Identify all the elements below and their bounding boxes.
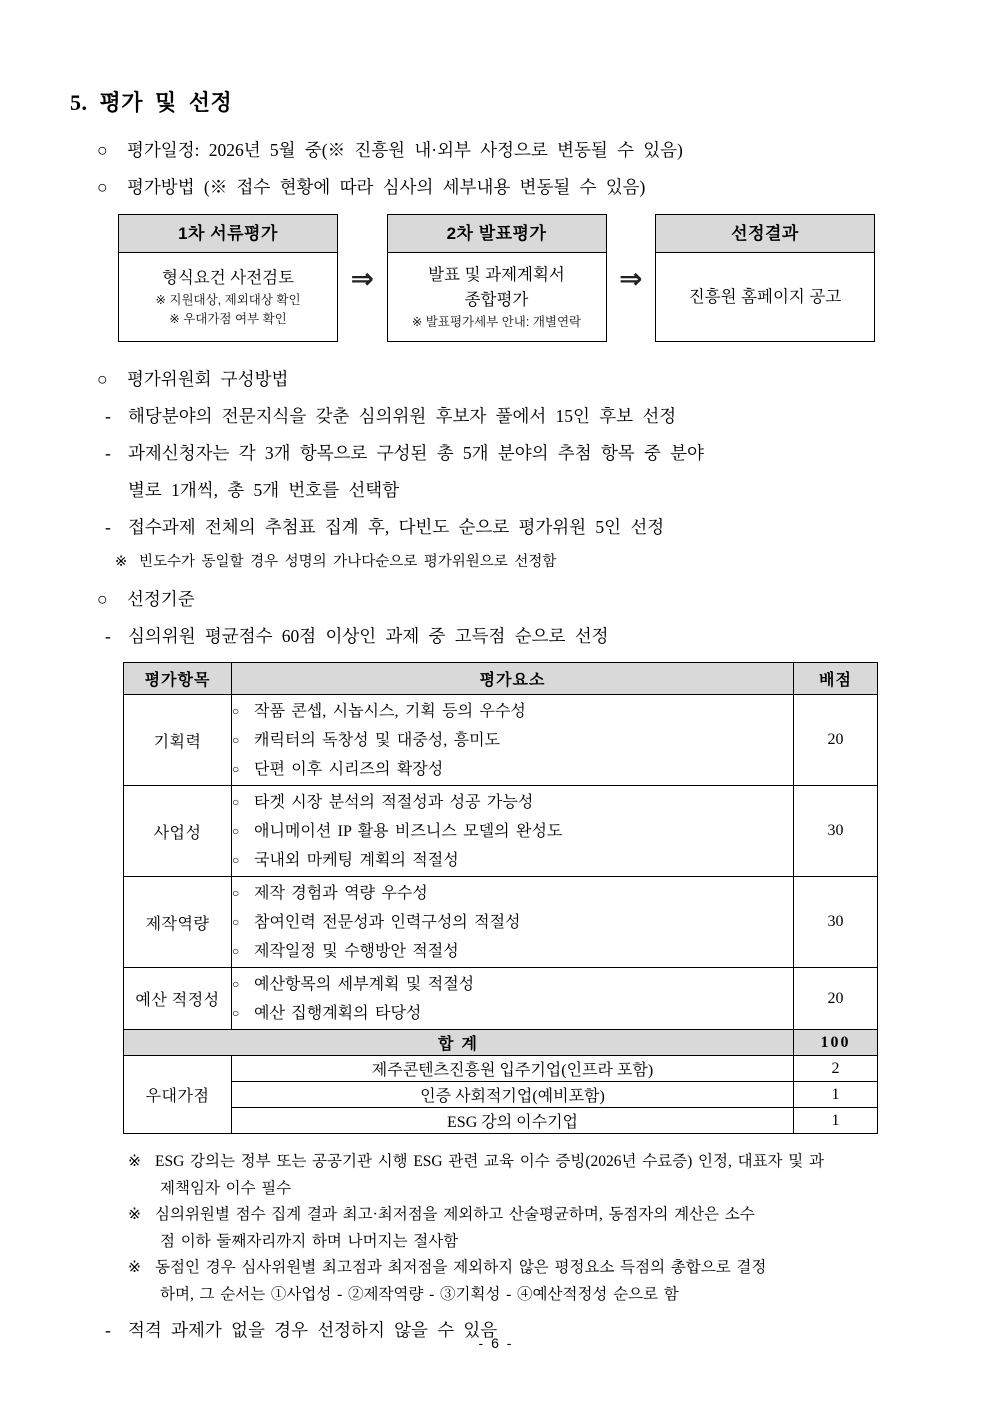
committee-subnote — [115, 551, 936, 573]
page-number: - 6 - — [478, 1335, 514, 1351]
bullet-schedule — [97, 137, 936, 163]
factor-item — [232, 999, 793, 1028]
factor-item — [232, 817, 793, 846]
dash-bullet-icon: - — [105, 1320, 111, 1340]
flow-box-header: 2차 발표평가 — [388, 215, 606, 253]
bullet-committee-text: 평가위원회 구성방법 — [127, 369, 289, 389]
factor-text: 작품 콘셉, 시놉시스, 기획 등의 우수성 — [254, 702, 526, 720]
factors-cell — [232, 968, 794, 1030]
committee-item-text: 과제신청자는 각 3개 항목으로 구성된 총 5개 분야의 추첨 항목 중 분야 — [128, 443, 704, 463]
footnote-text: ESG 강의는 정부 또는 공공기관 시행 ESG 관련 교육 이수 증빙(2026년 수료증) 인정, 대표자 및 과 — [155, 1153, 824, 1170]
footnote-text: 심의위원별 점수 집계 결과 최고·최저점을 제외하고 산술평균하며, 동점자의 계산은 소수 — [155, 1206, 755, 1223]
flow-box-line: 발표 및 과제계획서 — [428, 265, 565, 284]
factor-text: 예산 집행계획의 타당성 — [254, 1004, 422, 1022]
factor-text: 예산항목의 세부계획 및 적절성 — [254, 975, 475, 993]
flow-box-body — [656, 253, 874, 341]
flow-box-body — [119, 253, 337, 341]
item-bullet-icon: ○ — [232, 703, 240, 718]
factor-text: 참여인력 전문성과 인력구성의 적절성 — [254, 913, 521, 931]
table-row — [124, 786, 878, 877]
item-bullet-icon: ○ — [232, 885, 240, 900]
bullet-method-text: 평가방법 (※ 접수 현황에 따라 심사의 세부내용 변동될 수 있음) — [127, 177, 646, 197]
flow-box-document-review — [118, 214, 338, 342]
flow-box-header: 선정결과 — [656, 215, 874, 253]
column-header-points: 배점 — [794, 663, 878, 695]
bonus-score-cell: 2 — [794, 1056, 878, 1082]
bullet-schedule-text: 평가일정: 2026년 5월 중(※ 진흥원 내·외부 사정으로 변동될 수 있음) — [127, 140, 683, 160]
circle-bullet-icon: ○ — [97, 177, 108, 197]
factor-item — [232, 879, 793, 908]
bonus-label-cell: 인증 사회적기업(예비포함) — [232, 1082, 794, 1108]
table-row — [124, 877, 878, 968]
bonus-score-cell: 1 — [794, 1082, 878, 1108]
total-label-cell: 합 계 — [124, 1030, 794, 1056]
dash-bullet-icon: - — [105, 626, 111, 646]
flow-box-result — [655, 214, 875, 342]
factor-item — [232, 755, 793, 784]
table-row — [124, 968, 878, 1030]
score-cell: 20 — [794, 695, 878, 786]
dash-bullet-icon: - — [105, 406, 111, 426]
criteria-item — [105, 623, 936, 649]
factors-cell — [232, 695, 794, 786]
footnote — [128, 1255, 936, 1282]
factor-text: 국내외 마케팅 계획의 적절성 — [254, 851, 459, 869]
committee-item-text: 해당분야의 전문지식을 갖춘 심의위원 후보자 풀에서 15인 후보 선정 — [128, 406, 677, 426]
category-cell: 사업성 — [124, 786, 232, 877]
bonus-score-cell: 1 — [794, 1108, 878, 1134]
factor-text: 애니메이션 IP 활용 비즈니스 모델의 완성도 — [254, 822, 563, 840]
flow-box-body — [388, 253, 606, 341]
column-header-factors: 평가요소 — [232, 663, 794, 695]
arrow-right-icon: ⇒ — [619, 261, 643, 295]
flow-box-header: 1차 서류평가 — [119, 215, 337, 253]
item-bullet-icon: ○ — [232, 823, 240, 838]
criteria-item-text: 심의위원 평균점수 60점 이상인 과제 중 고득점 순으로 선정 — [128, 626, 609, 646]
reference-mark-icon: ※ — [128, 1153, 141, 1170]
flow-box-line: 종합평가 — [464, 290, 529, 309]
item-bullet-icon: ○ — [232, 976, 240, 991]
factor-item — [232, 970, 793, 999]
category-cell: 제작역량 — [124, 877, 232, 968]
circle-bullet-icon: ○ — [97, 369, 108, 389]
footnote-text: 동점인 경우 심사위원별 최고점과 최저점을 제외하지 않은 평정요소 득점의 총합으로 결정 — [155, 1259, 767, 1276]
circle-bullet-icon: ○ — [97, 140, 108, 160]
dash-bullet-icon: - — [105, 443, 111, 463]
factor-text: 제작 경험과 역량 우수성 — [254, 884, 428, 902]
item-bullet-icon: ○ — [232, 852, 240, 867]
factor-item — [232, 697, 793, 726]
table-row — [124, 695, 878, 786]
footnote-continuation: 점 이하 둘째자리까지 하며 나머지는 절사함 — [160, 1232, 459, 1250]
bonus-label-cell: ESG 강의 이수기업 — [232, 1108, 794, 1134]
footnote — [128, 1202, 936, 1229]
committee-subnote-text: 빈도수가 동일할 경우 성명의 가나다순으로 평가위원으로 선정함 — [139, 554, 557, 570]
committee-item-text: 접수과제 전체의 추첨표 집계 후, 다빈도 순으로 평가위원 5인 선정 — [128, 517, 665, 537]
flow-box-line: 진흥원 홈페이지 공고 — [688, 287, 842, 306]
flow-box-presentation — [387, 214, 607, 342]
factor-text: 제작일정 및 수행방안 적절성 — [254, 942, 459, 960]
committee-item-continuation: 별로 1개씩, 총 5개 번호를 선택함 — [128, 480, 400, 500]
bullet-method — [97, 174, 936, 200]
table-bonus-row — [124, 1108, 878, 1134]
category-cell: 기획력 — [124, 695, 232, 786]
table-bonus-row — [124, 1082, 878, 1108]
arrow-right-icon: ⇒ — [350, 261, 374, 295]
item-bullet-icon: ○ — [232, 943, 240, 958]
factors-cell — [232, 786, 794, 877]
table-bonus-row — [124, 1056, 878, 1082]
factor-text: 단편 이후 시리즈의 확장성 — [254, 760, 444, 778]
table-total-row — [124, 1030, 878, 1056]
reference-mark-icon: ※ — [128, 1259, 141, 1276]
score-cell: 30 — [794, 877, 878, 968]
evaluation-criteria-table — [123, 662, 878, 1134]
bonus-label-cell: 제주콘텐츠진흥원 입주기업(인프라 포함) — [232, 1056, 794, 1082]
column-header-category: 평가항목 — [124, 663, 232, 695]
section-title: 5. 평가 및 선정 — [70, 90, 233, 115]
factor-item — [232, 846, 793, 875]
bonus-category-cell: 우대가점 — [124, 1056, 232, 1134]
factors-cell — [232, 877, 794, 968]
factor-item — [232, 788, 793, 817]
factor-text: 캐릭터의 독창성 및 대중성, 흥미도 — [254, 731, 500, 749]
factor-item — [232, 937, 793, 966]
committee-item — [105, 440, 936, 466]
committee-item — [105, 514, 936, 540]
dash-bullet-icon: - — [105, 517, 111, 537]
footnote — [128, 1149, 936, 1176]
bullet-criteria — [97, 586, 936, 612]
evaluation-flowchart — [118, 214, 875, 342]
item-bullet-icon: ○ — [232, 914, 240, 929]
closing-item-text: 적격 과제가 없을 경우 선정하지 않을 수 있음 — [128, 1320, 498, 1340]
score-cell: 30 — [794, 786, 878, 877]
bullet-criteria-text: 선정기준 — [127, 589, 195, 609]
reference-mark-icon: ※ — [128, 1206, 141, 1223]
table-header-row — [124, 663, 878, 695]
committee-item — [105, 403, 936, 429]
flow-box-note: ※ 발표평가세부 안내: 개별연락 — [411, 314, 582, 329]
bullet-committee — [97, 366, 936, 392]
footnote-continuation: 하며, 그 순서는 ①사업성 - ②제작역량 - ③기획성 - ④예산적정성 순으로 함 — [160, 1285, 679, 1303]
score-cell: 20 — [794, 968, 878, 1030]
flow-box-note: ※ 지원대상, 제외대상 확인 — [155, 292, 301, 307]
flow-box-note: ※ 우대가점 여부 확인 — [169, 311, 287, 326]
circle-bullet-icon: ○ — [97, 589, 108, 609]
footnote-continuation: 제책임자 이수 필수 — [160, 1179, 292, 1197]
item-bullet-icon: ○ — [232, 761, 240, 776]
total-score-cell: 100 — [794, 1030, 878, 1056]
category-cell: 예산 적정성 — [124, 968, 232, 1030]
factor-item — [232, 908, 793, 937]
factor-item — [232, 726, 793, 755]
footnotes — [128, 1149, 936, 1308]
item-bullet-icon: ○ — [232, 794, 240, 809]
reference-mark-icon: ※ — [115, 554, 128, 570]
flow-box-line: 형식요건 사전검토 — [161, 268, 295, 287]
factor-text: 타겟 시장 분석의 적절성과 성공 가능성 — [254, 793, 534, 811]
item-bullet-icon: ○ — [232, 1005, 240, 1020]
item-bullet-icon: ○ — [232, 732, 240, 747]
